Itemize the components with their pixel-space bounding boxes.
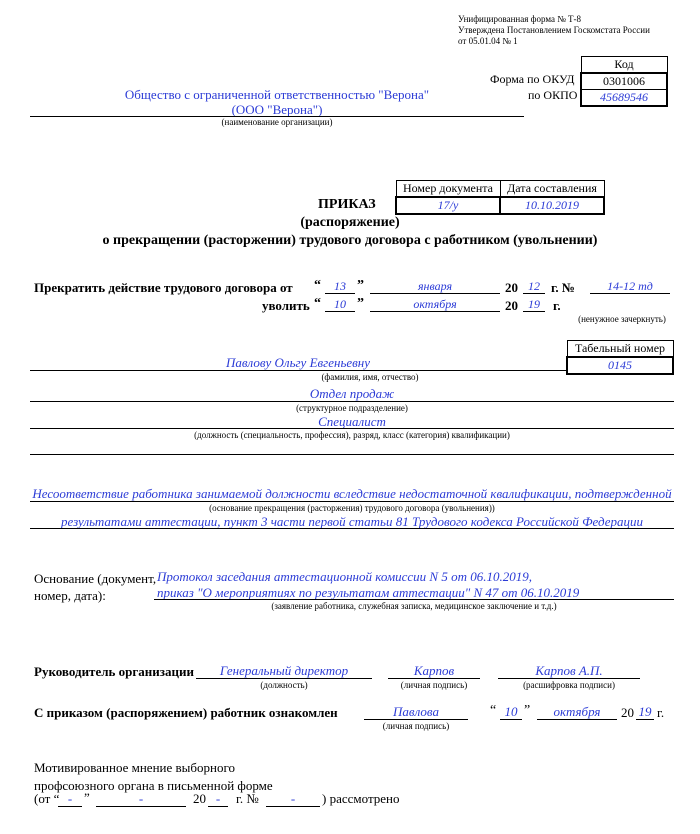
acquainted-signature-caption: (личная подпись) [382,721,450,731]
union-number: - [290,791,296,806]
head-signature-line [388,678,480,679]
strike-note: (ненужное зачеркнуть) [578,314,666,324]
head-label: Руководитель организации [34,664,194,679]
contract-number-label: г. № [551,280,576,295]
union-day: - [67,791,73,806]
acq-quote-open: “ [490,703,497,718]
union-year: - [215,791,221,806]
contract-number-line [590,293,670,294]
head-decoding-caption: (расшифровка подписи) [523,680,615,690]
union-year-prefix: 20 [193,791,206,806]
codes-table [580,56,668,107]
quote-close-1: ” [357,278,364,293]
basis-caption: (заявление работника, служебная записка, медицинское заключение и т.д.) [271,601,557,611]
document-table [395,180,605,215]
dismiss-label: уволить [262,298,310,313]
employee-extra-line [30,454,674,455]
employee-name: Павлову Ольгу Евгеньевну [225,355,370,370]
head-signature-caption: (личная подпись) [400,680,468,690]
tab-number-table [566,340,674,375]
head-position: Генеральный директор [219,663,349,678]
acquainted-day-line [500,719,522,720]
dismiss-day-line [325,311,355,312]
organization-name-line2: (ООО "Верона") [231,102,323,117]
dismiss-month-line [370,311,500,312]
head-signature: Карпов [413,663,455,678]
union-from-label: (от “ [34,791,60,806]
head-position-caption: (должность) [260,680,308,690]
contract-year-prefix: 20 [505,280,518,295]
title-subject: о прекращении (расторжении) трудового договора с работником (увольнении) [102,233,598,248]
contract-number: 14-12 тд [607,279,653,293]
acquainted-year-line [636,719,654,720]
form-header [458,14,650,47]
contract-year-line [523,293,545,294]
doc-number-header: Номер документа [396,181,500,198]
doc-date-value: 10.10.2019 [500,197,604,214]
okpo-label: по ОКПО [528,88,578,102]
doc-date-header: Дата составления [500,181,604,198]
kod-header: Код [581,57,667,74]
union-number-label: г. № [236,791,259,806]
title-prikaz: ПРИКАЗ [318,197,376,212]
form-header-line1: Унифицированная форма № Т-8 [458,14,582,24]
doc-number-value: 17/у [396,197,500,214]
dismiss-year-line [523,311,545,312]
basis-label [34,570,156,604]
union-year-line [208,806,228,807]
title-rasporyazhenie: (распоряжение) [300,215,400,230]
employee-department: Отдел продаж [309,386,395,401]
quote-open-2: “ [314,296,321,311]
quote-open-1: “ [314,278,321,293]
union-number-line [266,806,320,807]
dismiss-year-prefix: 20 [505,298,518,313]
okpo-value: 45689546 [581,90,667,107]
basis-label-line1: Основание (документ, [34,571,157,586]
ground-line2-underline [30,528,674,529]
head-decoding: Карпов А.П. [535,663,603,678]
basis-value-line1: Протокол заседания аттестационной комиссии N 5 от 06.10.2019, [157,569,532,584]
basis-label-line2: номер, дата): [34,588,106,603]
union-month-line [96,806,186,807]
acquainted-year-suffix: г. [657,705,665,720]
acquainted-year-prefix: 20 [621,705,634,720]
contract-day-line [325,293,355,294]
head-position-line [196,678,372,679]
contract-year: 12 [528,279,540,293]
union-considered: ) рассмотрено [322,791,400,806]
ground-line1: Несоответствие работника занимаемой должности вследствие недостаточной квалификации, подтвержденной [32,486,672,501]
acquainted-month: октября [553,704,601,719]
tab-number-value: 0145 [567,357,673,374]
contract-month: января [417,279,453,293]
organization-caption: (наименование организации) [221,117,333,127]
union-line2: профсоюзного органа в письменной форме [34,778,273,793]
union-text [34,759,273,795]
employee-name-line [30,370,566,371]
union-quote-close: ” [84,790,90,805]
basis-underline [154,599,674,600]
quote-close-2: ” [357,296,364,311]
ground-caption: (основание прекращения (расторжения) трудового договора (увольнения)) [209,503,495,513]
acquainted-signature: Павлова [393,704,439,719]
organization-name [30,87,524,117]
terminate-label: Прекратить действие трудового договора от [34,280,293,295]
union-month: - [138,791,144,806]
employee-name-caption: (фамилия, имя, отчество) [321,372,419,382]
okud-label: Форма по ОКУД [490,72,575,86]
dismiss-year: 19 [528,297,540,311]
union-day-line [58,806,82,807]
union-line1: Мотивированное мнение выборного [34,760,235,775]
ground-line2: результатами аттестации, пункт 3 части первой статьи 81 Трудового кодекса Российской Федерации [60,514,644,529]
employee-department-caption: (структурное подразделение) [296,403,408,413]
acquainted-year: 19 [638,704,652,719]
acquainted-signature-line [364,719,468,720]
contract-month-line [370,293,500,294]
form-header-line2: Утверждена Постановлением Госкомстата России [458,25,650,35]
contract-day: 13 [334,279,346,293]
acq-quote-close: ” [524,703,531,718]
acquainted-label: С приказом (распоряжением) работник ознакомлен [34,705,338,720]
employee-position-line [30,428,674,429]
basis-value-line2: приказ "О мероприятиях по результатам аттестации" N 47 от 06.10.2019 [157,585,580,600]
ground-line1-underline [30,501,674,502]
dismiss-month: октября [413,297,457,311]
okud-value: 0301006 [581,73,667,90]
employee-department-line [30,401,674,402]
dismiss-day: 10 [334,297,346,311]
dismiss-year-suffix: г. [553,298,561,313]
organization-name-line1: Общество с ограниченной ответственностью "Верона" [124,87,430,102]
employee-position-caption: (должность (специальность, профессия), разряд, класс (категория) квалификации) [194,430,510,440]
acquainted-month-line [537,719,617,720]
acquainted-day: 10 [504,704,518,719]
head-decoding-line [498,678,640,679]
employee-position: Специалист [318,414,386,429]
tab-number-header: Табельный номер [567,341,673,358]
form-header-line3: от 05.01.04 № 1 [458,36,518,46]
